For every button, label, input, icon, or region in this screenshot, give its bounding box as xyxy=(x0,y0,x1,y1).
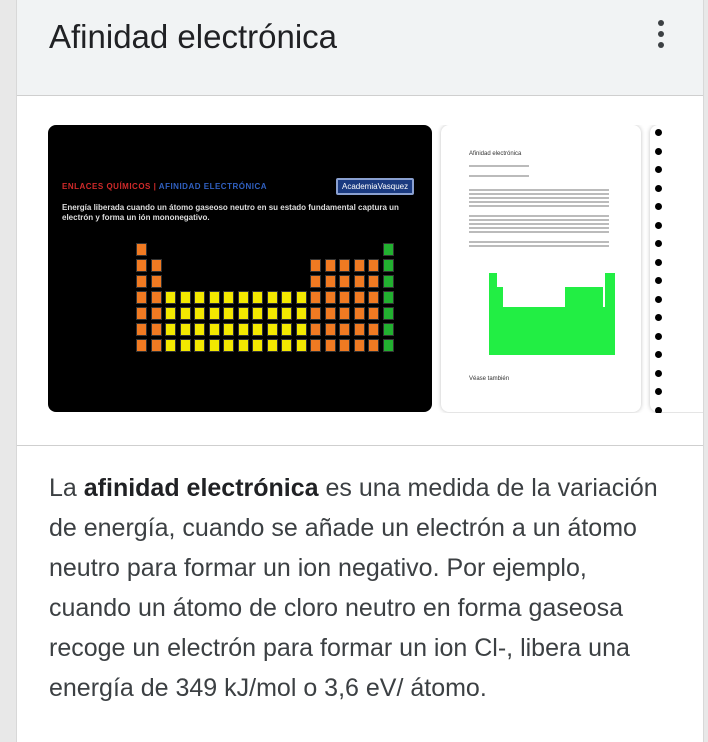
element-cell xyxy=(252,323,263,336)
element-cell xyxy=(252,339,263,352)
element-cell xyxy=(354,307,365,320)
image-thumbnail-dots[interactable] xyxy=(650,125,703,412)
element-cell xyxy=(136,307,147,320)
element-cell xyxy=(354,323,365,336)
doc-chart-block xyxy=(565,287,603,355)
element-cell xyxy=(151,291,162,304)
element-cell xyxy=(267,339,278,352)
element-cell xyxy=(151,307,162,320)
element-cell xyxy=(354,339,365,352)
element-cell xyxy=(194,323,205,336)
doc-text-line xyxy=(469,241,609,243)
element-cell xyxy=(296,323,307,336)
dot-icon xyxy=(655,333,662,340)
element-cell xyxy=(180,339,191,352)
dot-icon xyxy=(655,259,662,266)
element-cell xyxy=(383,275,394,288)
element-cell xyxy=(339,291,350,304)
element-cell xyxy=(325,307,336,320)
element-cell xyxy=(281,339,292,352)
dot-icon xyxy=(655,129,662,136)
element-cell xyxy=(223,291,234,304)
element-cell xyxy=(165,339,176,352)
element-cell xyxy=(310,291,321,304)
element-cell xyxy=(368,259,379,272)
element-cell xyxy=(165,291,176,304)
dot-icon xyxy=(655,185,662,192)
element-cell xyxy=(252,291,263,304)
element-cell xyxy=(354,291,365,304)
element-cell xyxy=(136,339,147,352)
element-cell xyxy=(383,243,394,256)
element-cell xyxy=(354,259,365,272)
element-cell xyxy=(223,323,234,336)
image-thumbnail-periodic-table[interactable]: ENLACES QUÍMICOS | AFINIDAD ELECTRÓNICA AcademiaVasquez Energía liberada cuando un átomo gaseoso neutro en su estado fundamental captura un electrón y forma un ión mononegativo. xyxy=(48,125,432,412)
element-cell xyxy=(325,339,336,352)
element-cell xyxy=(339,323,350,336)
doc-text-line xyxy=(469,197,609,199)
element-cell xyxy=(136,275,147,288)
description-term: afinidad electrónica xyxy=(83,474,319,502)
doc-text-line xyxy=(469,215,609,217)
image-thumbnail-document[interactable] xyxy=(441,125,641,412)
element-cell xyxy=(310,275,321,288)
element-cell xyxy=(281,291,292,304)
element-cell xyxy=(238,291,249,304)
doc-text-line xyxy=(469,201,609,203)
element-cell xyxy=(339,259,350,272)
element-cell xyxy=(310,339,321,352)
card-title: Afinidad electrónica xyxy=(49,18,338,55)
image-caption: Energía liberada cuando un átomo gaseoso neutro en su estado fundamental captura un electrón y forma un ión mononegativo. xyxy=(62,203,399,222)
element-cell xyxy=(209,339,220,352)
element-cell xyxy=(267,307,278,320)
dot-icon xyxy=(655,203,662,210)
dot-icon xyxy=(655,148,662,155)
dot-icon xyxy=(655,166,662,173)
more-vert-icon[interactable] xyxy=(657,20,665,48)
element-cell xyxy=(296,307,307,320)
element-cell xyxy=(238,307,249,320)
doc-text-line xyxy=(469,245,609,247)
element-cell xyxy=(281,323,292,336)
element-cell xyxy=(281,307,292,320)
element-cell xyxy=(194,291,205,304)
dot-icon xyxy=(655,407,662,414)
divider xyxy=(17,445,703,446)
element-cell xyxy=(383,291,394,304)
element-cell xyxy=(368,307,379,320)
image-brand: AcademiaVasquez xyxy=(336,178,414,195)
dot-icon xyxy=(655,277,662,284)
doc-text-line xyxy=(469,193,609,195)
element-cell xyxy=(209,307,220,320)
element-cell xyxy=(368,291,379,304)
element-cell xyxy=(151,259,162,272)
dot-icon xyxy=(655,296,662,303)
element-cell xyxy=(223,339,234,352)
element-cell xyxy=(252,307,263,320)
element-cell xyxy=(325,259,336,272)
element-cell xyxy=(136,323,147,336)
element-cell xyxy=(354,275,365,288)
element-cell xyxy=(238,339,249,352)
dot-icon xyxy=(655,351,662,358)
element-cell xyxy=(267,291,278,304)
doc-text-line xyxy=(469,231,609,233)
element-cell xyxy=(151,275,162,288)
doc-text-line xyxy=(469,205,609,207)
image-heading-blue: AFINIDAD ELECTRÓNICA xyxy=(158,182,268,191)
doc-text-line xyxy=(469,227,609,229)
element-cell xyxy=(209,323,220,336)
element-cell xyxy=(267,323,278,336)
element-cell xyxy=(165,323,176,336)
image-heading-red: ENLACES QUÍMICOS xyxy=(62,182,151,191)
element-cell xyxy=(296,291,307,304)
element-cell xyxy=(339,339,350,352)
dot-icon xyxy=(655,314,662,321)
element-cell xyxy=(310,307,321,320)
element-cell xyxy=(180,291,191,304)
doc-text-line xyxy=(469,175,529,177)
doc-text-line xyxy=(469,219,609,221)
element-cell xyxy=(136,291,147,304)
element-cell xyxy=(383,259,394,272)
element-cell xyxy=(368,275,379,288)
element-cell xyxy=(383,339,394,352)
element-cell xyxy=(136,259,147,272)
element-cell xyxy=(296,339,307,352)
element-cell xyxy=(368,339,379,352)
doc-text-line xyxy=(469,165,529,167)
doc-text-line xyxy=(469,189,609,191)
element-cell xyxy=(151,339,162,352)
doc-chart-block xyxy=(605,273,615,355)
doc-text-line xyxy=(469,223,609,225)
element-cell xyxy=(194,339,205,352)
element-cell xyxy=(325,323,336,336)
dot-icon xyxy=(655,370,662,377)
element-cell xyxy=(238,323,249,336)
dot-icon xyxy=(655,388,662,395)
doc-title: Afinidad electrónica xyxy=(469,151,522,157)
element-cell xyxy=(339,275,350,288)
image-carousel[interactable] xyxy=(48,125,703,413)
element-cell xyxy=(310,259,321,272)
element-cell xyxy=(325,275,336,288)
element-cell xyxy=(209,291,220,304)
element-cell xyxy=(310,323,321,336)
element-cell xyxy=(136,243,147,256)
dot-icon xyxy=(655,222,662,229)
element-cell xyxy=(165,307,176,320)
element-cell xyxy=(151,323,162,336)
element-cell xyxy=(383,323,394,336)
doc-chart-block xyxy=(489,273,497,355)
element-cell xyxy=(383,307,394,320)
element-cell xyxy=(180,307,191,320)
element-cell xyxy=(368,323,379,336)
card-header xyxy=(17,0,703,96)
element-cell xyxy=(325,291,336,304)
element-cell xyxy=(223,307,234,320)
element-cell xyxy=(194,307,205,320)
doc-footer: Véase también xyxy=(469,376,510,382)
element-cell xyxy=(180,323,191,336)
knowledge-card xyxy=(16,0,704,742)
description: La afinidad electrónica es una medida de la variación de energía, cuando se añade un electrón a un átomo neutro para formar un ion negativo. Por ejemplo, cuando un átomo de cloro neutro en forma gaseosa recoge un electrón para formar un ion Cl-, libera una energía de 349 kJ/mol o 3,6 eV/ átomo. xyxy=(49,474,658,702)
element-cell xyxy=(339,307,350,320)
dot-icon xyxy=(655,240,662,247)
